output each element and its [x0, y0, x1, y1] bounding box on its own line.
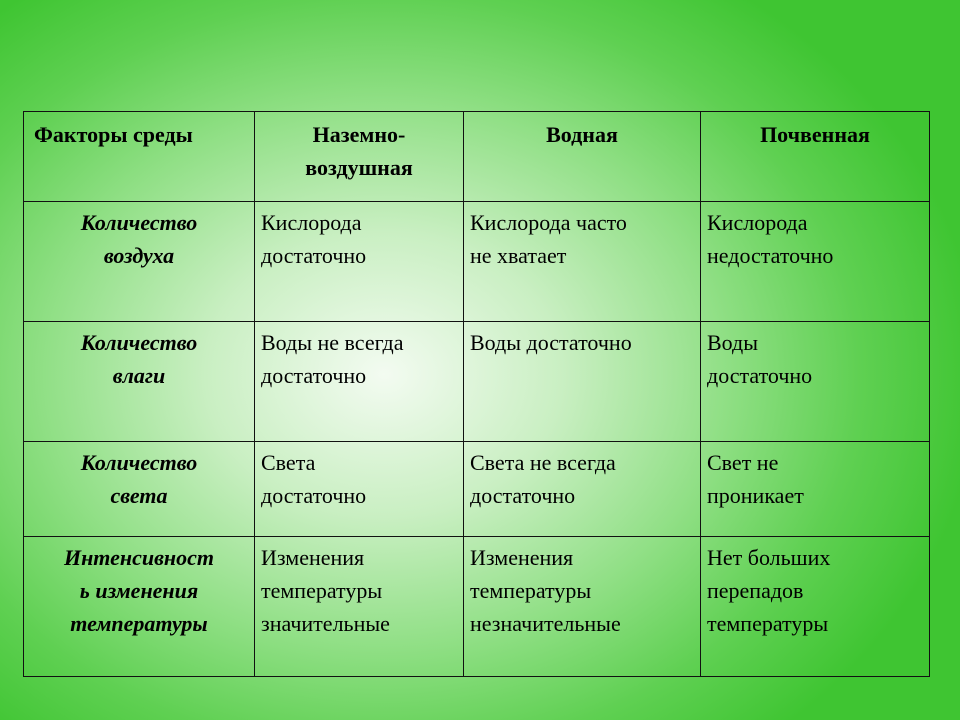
- table-cell: Воды достаточно: [464, 322, 701, 442]
- table-cell: Света достаточно: [255, 442, 464, 537]
- table-cell: Нет больших перепадов температуры: [701, 537, 930, 677]
- table-cell: Кислорода достаточно: [255, 202, 464, 322]
- table-row: [24, 537, 930, 677]
- table-cell: Воды не всегда достаточно: [255, 322, 464, 442]
- row-factor-light: Количество света: [24, 442, 255, 537]
- table-header-row: [24, 112, 930, 202]
- header-water: Водная: [464, 112, 701, 202]
- table-cell: Изменения температуры незначительные: [464, 537, 701, 677]
- row-factor-temperature: Интенсивност ь изменения температуры: [24, 537, 255, 677]
- header-factors: Факторы среды: [24, 112, 255, 202]
- header-ground-air: Наземно- воздушная: [255, 112, 464, 202]
- table-cell: Воды достаточно: [701, 322, 930, 442]
- environment-factors-table: [23, 111, 930, 677]
- table-row: [24, 322, 930, 442]
- header-soil: Почвенная: [701, 112, 930, 202]
- table-row: [24, 202, 930, 322]
- table-cell: Кислорода недостаточно: [701, 202, 930, 322]
- table-cell: Изменения температуры значительные: [255, 537, 464, 677]
- table-cell: Света не всегда достаточно: [464, 442, 701, 537]
- row-factor-air: Количество воздуха: [24, 202, 255, 322]
- row-factor-moisture: Количество влаги: [24, 322, 255, 442]
- table-row: [24, 442, 930, 537]
- table-cell: Кислорода часто не хватает: [464, 202, 701, 322]
- table-cell: Свет не проникает: [701, 442, 930, 537]
